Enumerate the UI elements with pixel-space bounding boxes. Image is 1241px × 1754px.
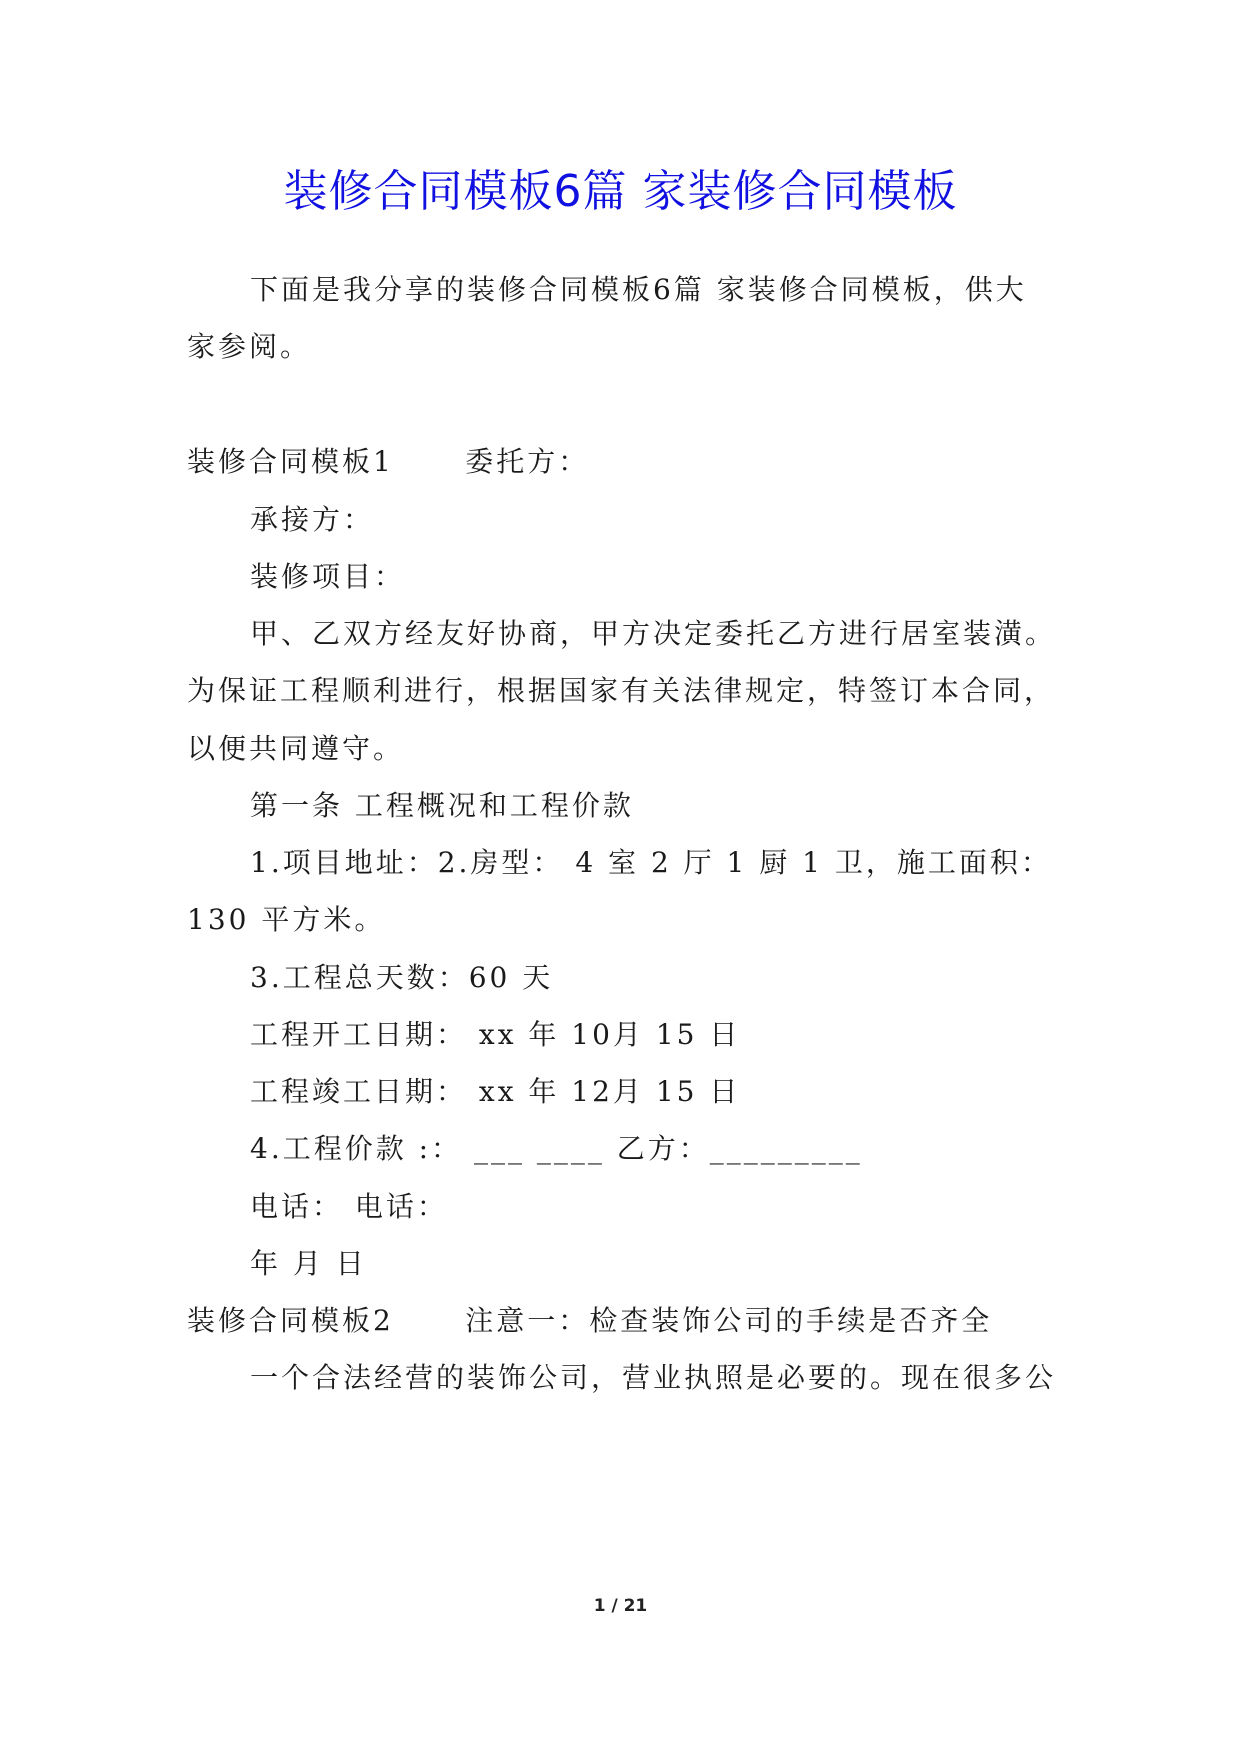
project-line: 装修项目： xyxy=(250,560,406,593)
phone-line: 电话： 电话： xyxy=(250,1190,448,1223)
article-one-heading: 第一条 工程概况和工程价款 xyxy=(250,789,634,822)
paragraph-line: 一个合法经营的装饰公司，营业执照是必要的。现在很多公 xyxy=(250,1361,1057,1394)
template-1-heading: 装修合同模板1 委托方： xyxy=(187,445,590,478)
paragraph-line: 3.工程总天数：60 天 xyxy=(250,961,554,994)
contractor-line: 承接方： xyxy=(250,503,375,536)
intro-line-2: 家参阅。 xyxy=(187,330,312,363)
template-2-heading: 装修合同模板2 注意一：检查装饰公司的手续是否齐全 xyxy=(187,1304,993,1337)
document-title: 装修合同模板6篇 家装修合同模板 xyxy=(283,166,958,217)
intro-line-1: 下面是我分享的装修合同模板6篇 家装修合同模板，供大 xyxy=(250,273,1027,306)
price-line: 4.工程价款 :： ___ ____ 乙方：_________ xyxy=(250,1132,863,1165)
start-date-line: 工程开工日期： xx 年 10月 15 日 xyxy=(250,1018,741,1051)
paragraph-line: 甲、乙双方经友好协商，甲方决定委托乙方进行居室装潢。 xyxy=(250,617,1057,650)
paragraph-line: 1.项目地址：2.房型： 4 室 2 厅 1 厨 1 卫，施工面积： xyxy=(250,846,1052,879)
page-number: 1 / 21 xyxy=(593,1596,648,1616)
end-date-line: 工程竣工日期： xx 年 12月 15 日 xyxy=(250,1075,741,1108)
date-line: 年 月 日 xyxy=(250,1247,367,1280)
paragraph-line: 为保证工程顺利进行，根据国家有关法律规定，特签订本合同， xyxy=(187,674,1056,707)
paragraph-line: 130 平方米。 xyxy=(187,903,386,936)
paragraph-line: 以便共同遵守。 xyxy=(187,732,405,765)
